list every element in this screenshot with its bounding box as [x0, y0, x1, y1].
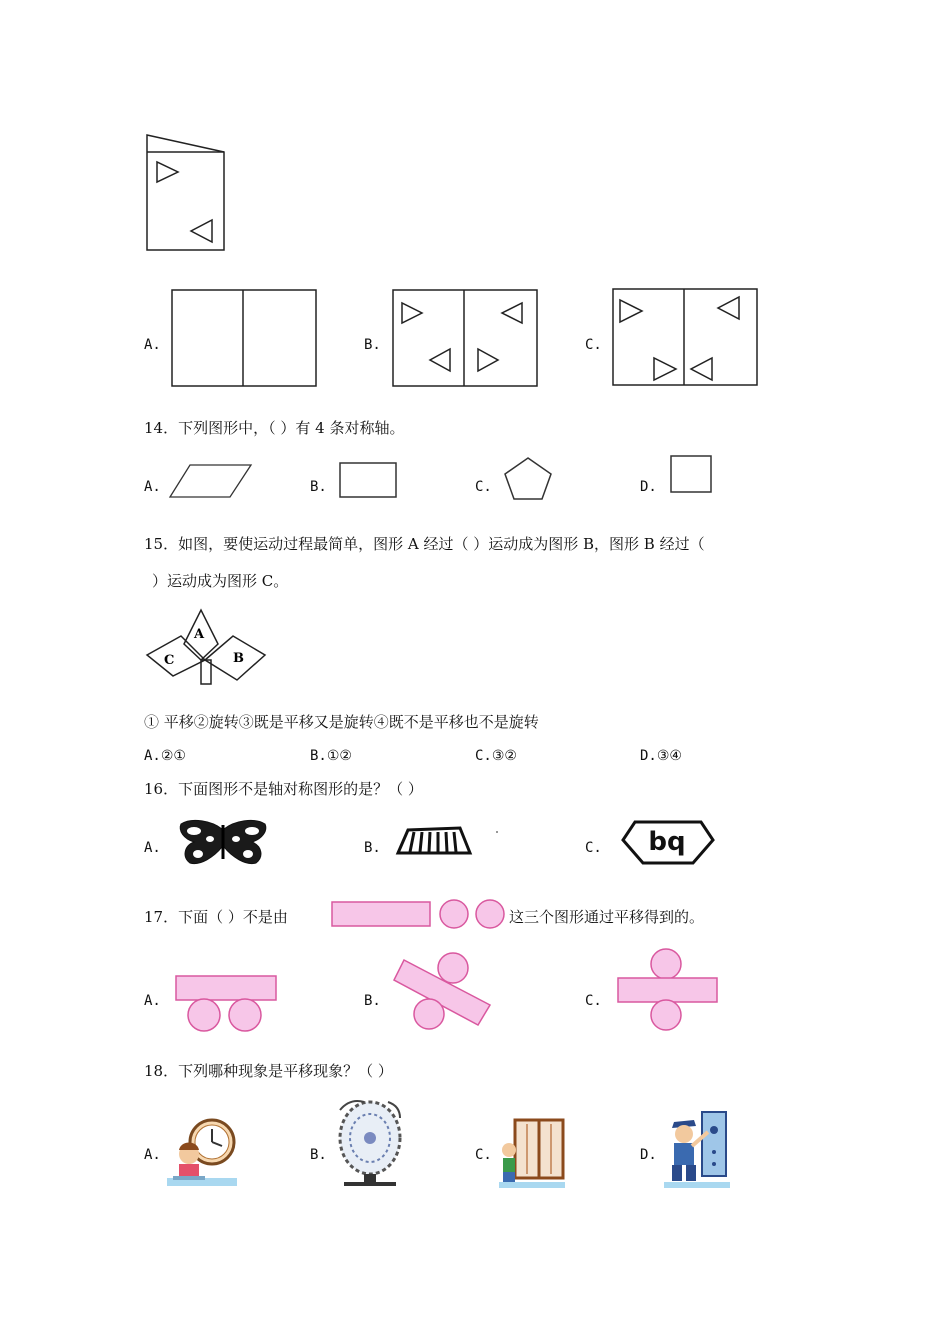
q13-option-b-label[interactable]: B. [364, 337, 381, 353]
q15-option-a-label: A. [144, 748, 161, 764]
q18-stem: 下列哪种现象是平移现象？（ ） [178, 1062, 393, 1080]
q15-option-a-value: ②① [160, 748, 186, 764]
figure-label-a: A [194, 627, 205, 642]
q15-option-b-label: B. [310, 748, 327, 764]
q16-option-c-label[interactable]: C. [585, 840, 602, 856]
q14-option-d-label[interactable]: D. [640, 479, 657, 495]
q14-option-b-label[interactable]: B. [310, 479, 327, 495]
q14-stem: 下列图形中，（ ）有 4 条对称轴。 [178, 419, 405, 437]
q15-option-c[interactable] [475, 747, 517, 765]
q15-option-a[interactable] [144, 747, 186, 765]
q17-option-c-label[interactable]: C. [585, 993, 602, 1009]
q17-number: 17． [144, 908, 179, 926]
q16-number: 16． [144, 780, 179, 798]
q15-option-b-value: ①② [326, 748, 352, 764]
folded-paper-figure [140, 130, 240, 260]
q16-question [144, 779, 423, 799]
q15-stem-line2: ）运动成为图形 C。 [152, 572, 289, 590]
turning-tap-picture[interactable] [664, 1110, 732, 1190]
q14-number: 14． [144, 419, 179, 437]
q15-option-d-value: ③④ [656, 748, 682, 764]
q16-option-a-label[interactable]: A. [144, 840, 161, 856]
rectangle-shape[interactable] [339, 462, 399, 500]
q14-question [144, 418, 404, 438]
q15-option-c-label: C. [475, 748, 492, 764]
q13-option-c-figure[interactable] [612, 288, 759, 388]
sliding-window-picture[interactable] [499, 1116, 567, 1190]
q16-stem: 下面图形不是轴对称图形的是？（ ） [178, 780, 423, 798]
q18-question [144, 1061, 393, 1081]
figure-label-b: B [233, 651, 244, 666]
q17-option-b-label[interactable]: B. [364, 993, 381, 1009]
q15-option-d-label: D. [640, 748, 657, 764]
q15-option-c-value: ③② [491, 748, 517, 764]
bq-pentagon-icon[interactable] [621, 818, 717, 866]
q14-option-a-label[interactable]: A. [144, 479, 161, 495]
q17-option-a-figure[interactable] [174, 974, 280, 1034]
q14-option-c-label[interactable]: C. [475, 479, 492, 495]
q17-option-c-figure[interactable] [616, 947, 720, 1033]
q17-question-before [144, 907, 288, 927]
q18-option-d-label[interactable]: D. [640, 1147, 657, 1163]
square-shape[interactable] [670, 455, 714, 495]
q15-option-b[interactable] [310, 747, 352, 765]
q15-option-d[interactable] [640, 747, 682, 765]
butterfly-icon[interactable] [176, 819, 270, 867]
q17-stem-after: 这三个图形通过平移得到的。 [509, 908, 705, 926]
figure-label-c: C [164, 653, 175, 668]
pentagon-text: bq [648, 827, 686, 857]
q16-option-b-label[interactable]: B. [364, 840, 381, 856]
q17-stem-before: 下面（ ）不是由 [178, 908, 288, 926]
rotation-figure [145, 608, 270, 690]
clock-turning-picture[interactable] [167, 1110, 239, 1190]
q17-inline-shapes [330, 898, 508, 930]
q15-number: 15． [144, 535, 179, 553]
q18-option-b-label[interactable]: B. [310, 1147, 327, 1163]
q18-option-a-label[interactable]: A. [144, 1147, 161, 1163]
q17-option-a-label[interactable]: A. [144, 993, 161, 1009]
q18-number: 18． [144, 1062, 179, 1080]
q15-choices: ① 平移②旋转③既是平移又是旋转④既不是平移也不是旋转 [144, 713, 539, 731]
broom-icon[interactable] [396, 822, 500, 858]
parallelogram-shape[interactable] [168, 463, 254, 499]
q13-option-c-label[interactable]: C. [585, 337, 602, 353]
pentagon-shape[interactable] [503, 456, 553, 502]
q15-question-line1 [144, 534, 705, 554]
q17-option-b-figure[interactable] [392, 950, 494, 1034]
q13-option-a-label[interactable]: A. [144, 337, 161, 353]
q18-option-c-label[interactable]: C. [475, 1147, 492, 1163]
q13-option-a-figure[interactable] [171, 289, 318, 389]
spinning-fan-picture[interactable] [330, 1094, 406, 1188]
q15-stem-line1: 如图，要使运动过程最简单，图形 A 经过（ ）运动成为图形 B，图形 B 经过（ [178, 535, 705, 553]
q13-option-b-figure[interactable] [392, 289, 539, 389]
